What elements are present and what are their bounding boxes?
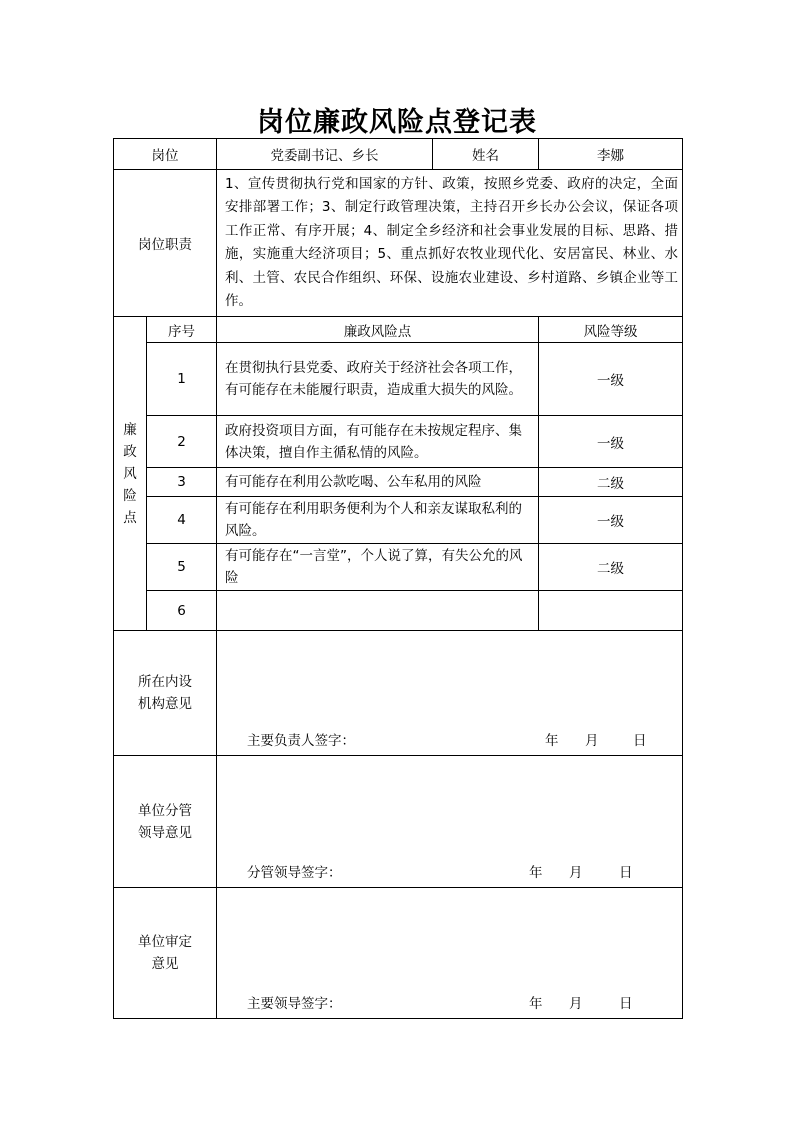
col-no-header: 序号 — [147, 317, 217, 343]
risk-level: 一级 — [539, 497, 683, 544]
risk-point: 在贯彻执行县党委、政府关于经济社会各项工作，有可能存在未能履行职责，造成重大损失的风险。 — [217, 343, 539, 416]
risk-header-row — [114, 317, 683, 343]
opinion-label: 单位审定 意见 — [114, 888, 217, 1019]
month-label: 月 — [569, 996, 583, 1012]
risk-point — [217, 591, 539, 631]
year-label: 年 — [545, 733, 559, 749]
risk-row — [114, 497, 683, 544]
signer-label: 主要领导签字： — [247, 996, 342, 1012]
risk-level: 一级 — [539, 343, 683, 416]
opinion-row-dept — [114, 631, 683, 756]
name-value: 李娜 — [539, 139, 683, 170]
risk-row — [114, 343, 683, 416]
col-point-header: 廉政风险点 — [217, 317, 539, 343]
header-row — [114, 139, 683, 170]
opinion-field[interactable] — [217, 756, 683, 888]
page-title: 岗位廉政风险点登记表 — [257, 107, 537, 138]
duties-text: 1、宣传贯彻执行党和国家的方针、政策，按照乡党委、政府的决定，全面安排部署工作；3、制定行政管理决策，主持召开乡长办公会议，保证各项工作正常、有序开展；4、制定全乡经济和社会事业发展的目标、思路、措施，实施重大经济项目；5、重点抓好农牧业现代化、安居富民、林业、水利、土管、农民合作组织、环保、设施农业建设、乡村道路、乡镇企业等工作。 — [217, 170, 683, 317]
duties-row — [114, 170, 683, 317]
opinion-row-leader — [114, 756, 683, 888]
risk-no: 4 — [147, 497, 217, 544]
opinion-label: 所在内设 机构意见 — [114, 631, 217, 756]
risk-no: 3 — [147, 468, 217, 497]
day-label: 日 — [633, 733, 647, 749]
opinion-field[interactable] — [217, 631, 683, 756]
risk-side-label: 廉 政 风 险 点 — [114, 317, 147, 631]
name-label: 姓名 — [433, 139, 539, 170]
risk-level: 一级 — [539, 416, 683, 468]
year-label: 年 — [529, 996, 543, 1012]
post-label: 岗位 — [114, 139, 217, 170]
signer-label: 主要负责人签字： — [247, 733, 355, 749]
day-label: 日 — [619, 865, 633, 881]
risk-level: 二级 — [539, 544, 683, 591]
risk-point: 政府投资项目方面，有可能存在未按规定程序、集体决策，擅自作主循私情的风险。 — [217, 416, 539, 468]
risk-no: 5 — [147, 544, 217, 591]
risk-row — [114, 591, 683, 631]
risk-row — [114, 416, 683, 468]
duties-label: 岗位职责 — [114, 170, 217, 317]
registration-form — [113, 138, 683, 1019]
risk-point: 有可能存在“一言堂”，个人说了算，有失公允的风险 — [217, 544, 539, 591]
risk-point: 有可能存在利用职务便利为个人和亲友谋取私利的风险。 — [217, 497, 539, 544]
day-label: 日 — [619, 996, 633, 1012]
opinion-field[interactable] — [217, 888, 683, 1019]
risk-no: 2 — [147, 416, 217, 468]
risk-level — [539, 591, 683, 631]
risk-row — [114, 544, 683, 591]
risk-no: 6 — [147, 591, 217, 631]
risk-row — [114, 468, 683, 497]
risk-no: 1 — [147, 343, 217, 416]
month-label: 月 — [585, 733, 599, 749]
month-label: 月 — [569, 865, 583, 881]
risk-point: 有可能存在利用公款吃喝、公车私用的风险 — [217, 468, 539, 497]
post-value: 党委副书记、乡长 — [217, 139, 433, 170]
col-level-header: 风险等级 — [539, 317, 683, 343]
year-label: 年 — [529, 865, 543, 881]
risk-level: 二级 — [539, 468, 683, 497]
opinion-label: 单位分管 领导意见 — [114, 756, 217, 888]
opinion-row-approval — [114, 888, 683, 1019]
signer-label: 分管领导签字： — [247, 865, 342, 881]
